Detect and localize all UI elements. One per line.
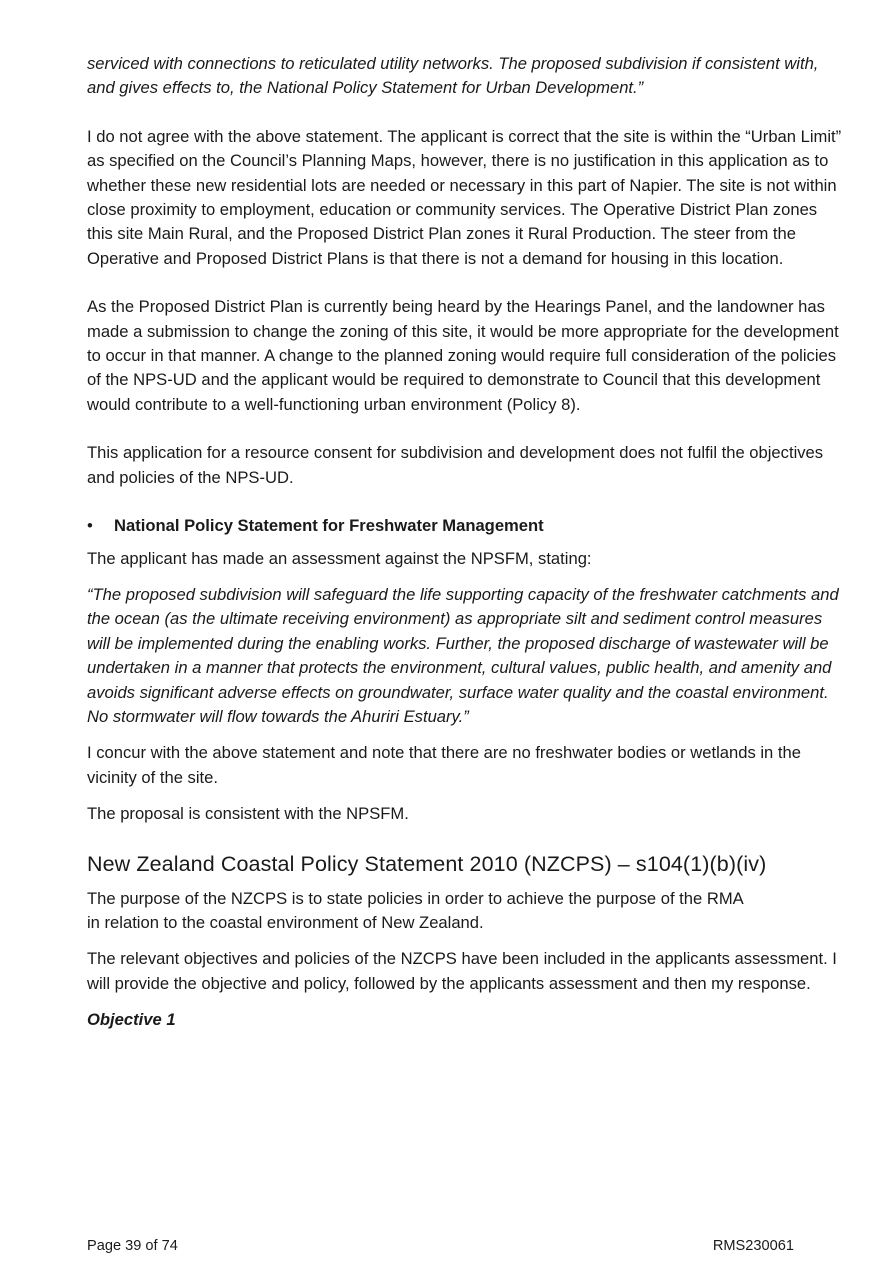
paragraph-purpose-line-2: in relation to the coastal environment of New Zealand.	[87, 912, 484, 932]
document-reference: RMS230061	[712, 1238, 794, 1254]
paragraph-concur: I concur with the above statement and note that there are no freshwater bodies or wetlands in the vicinity of the site.	[87, 743, 801, 787]
paragraph-consistent: The proposal is consistent with the NPSFM.	[87, 804, 409, 824]
bullet-heading: National Policy Statement for Freshwater Management	[114, 516, 544, 536]
page-footer	[87, 1236, 794, 1256]
bullet-icon: •	[87, 516, 93, 536]
quote-npsfm: “The proposed subdivision will safeguard the life supporting capacity of the freshwater catchments and the ocean (as the ultimate receiving environment) as appropriate silt and sediment control measures will be implemented during the enabling works. Further, the proposed discharge of wastewater will be undertaken in a manner that protects the environment, cultural values, public health, and amenity and avoids significant adverse effects on groundwater, surface water quality and the coastal environment. No stormwater will flow towards the Ahuriri Estuary.”	[87, 584, 839, 726]
section-heading-nzcps: New Zealand Coastal Policy Statement 2010 (NZCPS) – s104(1)(b)(iv)	[87, 851, 767, 876]
bullet-item-npsfm	[87, 514, 847, 538]
document-page	[87, 52, 847, 1033]
objective-heading: Objective 1	[87, 1010, 176, 1030]
paragraph-npsfm-intro: The applicant has made an assessment against the NPSFM, stating:	[87, 548, 592, 568]
paragraph-purpose	[87, 887, 847, 936]
paragraph-hearings: As the Proposed District Plan is currently being heard by the Hearings Panel, and the landowner has made a submission to change the zoning of this site, it would be more appropriate for the development to occur in that manner. A change to the planned zoning would require full consideration of the policies of the NPS-UD and the applicant would be required to demonstrate to Council that this development would contribute to a well-functioning urban environment (Policy 8).	[87, 297, 839, 414]
page-number: Page 39 of 74	[87, 1238, 178, 1254]
paragraph-purpose-line-1: The purpose of the NZCPS is to state policies in order to achieve the purpose of the RMA	[87, 888, 744, 908]
paragraph-not-fulfil: This application for a resource consent for subdivision and development does not fulfil the objectives and policies of the NPS-UD.	[87, 443, 824, 487]
paragraph-relevant: The relevant objectives and policies of the NZCPS have been included in the applicants assessment. I will provide the objective and policy, followed by the applicants assessment and then my response.	[87, 949, 837, 993]
paragraph-disagree: I do not agree with the above statement. The applicant is correct that the site is within the “Urban Limit” as specified on the Council’s Planning Maps, however, there is no justification in this application as to whether these new residential lots are needed or necessary in this part of Napier. The site is not within close proximity to employment, education or community services. The Operative District Plan zones this site Main Rural, and the Proposed District Plan zones it Rural Production. The steer from the Operative and Proposed District Plans is that there is not a demand for housing in this location.	[87, 126, 842, 268]
quote-continuation: serviced with connections to reticulated utility networks. The proposed subdivision if consistent with, and gives effects to, the National Policy Statement for Urban Development.”	[87, 54, 819, 98]
